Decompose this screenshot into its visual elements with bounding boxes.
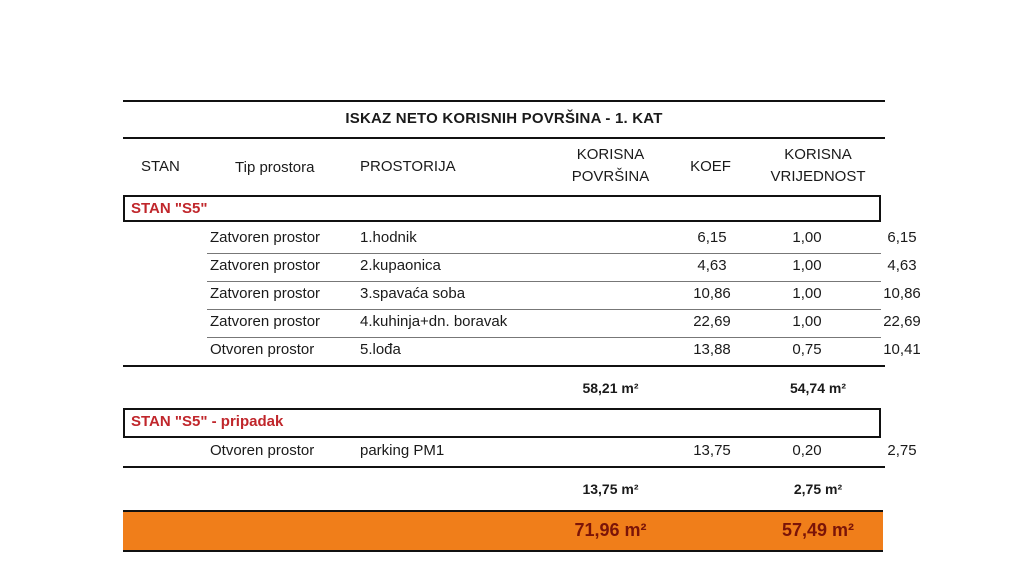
title-rule xyxy=(123,137,885,139)
cell-value: 2,75 xyxy=(887,442,917,459)
subtotal-rule xyxy=(123,466,885,468)
cell-room: 2.kupaonica xyxy=(360,257,441,274)
header-stan: STAN xyxy=(141,158,180,175)
header-koef: KOEF xyxy=(690,158,731,175)
subtotal-area: 58,21 m² xyxy=(582,380,639,396)
subtotal-rule xyxy=(123,365,885,367)
cell-value: 10,41 xyxy=(883,341,921,358)
cell-area: 6,15 xyxy=(697,229,727,246)
cell-koef: 0,20 xyxy=(792,442,822,459)
header-korisna-povrsina xyxy=(553,144,668,188)
cell-area: 13,75 xyxy=(693,442,731,459)
cell-value: 6,15 xyxy=(887,229,917,246)
cell-koef: 1,00 xyxy=(792,257,822,274)
table-row xyxy=(207,225,917,254)
cell-koef: 1,00 xyxy=(792,229,822,246)
cell-koef: 0,75 xyxy=(792,341,822,358)
table-row xyxy=(207,253,917,282)
cell-room: 3.spavaća soba xyxy=(360,285,466,302)
header-korisna-vrijednost xyxy=(763,144,873,188)
header-prostorija: PROSTORIJA xyxy=(360,158,456,175)
cell-tip: Zatvoren prostor xyxy=(210,229,321,246)
table-row xyxy=(207,281,921,310)
cell-value: 10,86 xyxy=(883,285,921,302)
table-row xyxy=(207,309,921,338)
cell-room: 4.kuhinja+dn. boravak xyxy=(360,313,508,330)
grand-total-value: 57,49 m² xyxy=(781,520,855,540)
section-stan-s5-pripadak xyxy=(123,408,881,438)
cell-koef: 1,00 xyxy=(792,313,822,330)
header-tip-prostora: Tip prostora xyxy=(235,159,315,176)
cell-room: 5.lođa xyxy=(360,341,401,358)
cell-tip: Zatvoren prostor xyxy=(210,257,321,274)
subtotal-value: 54,74 m² xyxy=(789,380,847,396)
section-stan-s5-label: STAN "S5" xyxy=(131,200,208,217)
cell-room: 1.hodnik xyxy=(360,229,417,246)
cell-tip: Zatvoren prostor xyxy=(210,313,321,330)
table-row xyxy=(207,438,917,466)
grand-total-bar xyxy=(123,510,883,552)
header-korisna-line1: KORISNA xyxy=(576,146,645,163)
top-rule xyxy=(123,100,885,102)
cell-koef: 1,00 xyxy=(792,285,822,302)
cell-area: 13,88 xyxy=(693,341,731,358)
grand-total-area: 71,96 m² xyxy=(574,520,647,540)
header-korisna-line2: POVRŠINA xyxy=(571,168,650,185)
cell-area: 4,63 xyxy=(697,257,727,274)
cell-area: 10,86 xyxy=(693,285,731,302)
table-row xyxy=(207,337,921,365)
cell-tip: Otvoren prostor xyxy=(210,442,315,459)
section-pripadak-label: STAN "S5" - pripadak xyxy=(131,413,284,430)
cell-room: parking PM1 xyxy=(360,442,445,459)
table-title: ISKAZ NETO KORISNIH POVRŠINA - 1. KAT xyxy=(345,110,663,127)
cell-tip: Zatvoren prostor xyxy=(210,285,321,302)
cell-tip: Otvoren prostor xyxy=(210,341,315,358)
cell-value: 4,63 xyxy=(887,257,917,274)
cell-area: 22,69 xyxy=(693,313,731,330)
section-stan-s5 xyxy=(123,195,881,222)
subtotal-area: 13,75 m² xyxy=(582,481,639,497)
subtotal-value: 2,75 m² xyxy=(793,481,843,497)
cell-value: 22,69 xyxy=(883,313,921,330)
header-vrijednost-line2: VRIJEDNOST xyxy=(770,168,866,185)
header-vrijednost-line1: KORISNA xyxy=(784,146,852,163)
